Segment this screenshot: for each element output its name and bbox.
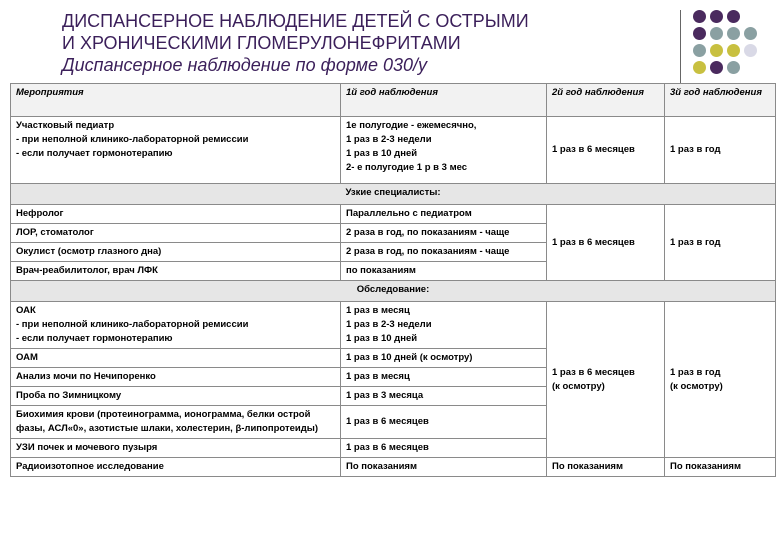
exam-name: Биохимия крови (протеинограмма, ионограмма, белки острой фазы, АСЛ«0», азотистые шлаки, холестерин, β-липопротеиды) xyxy=(11,406,341,439)
header-year-1: 1й год наблюдения xyxy=(341,84,547,117)
exam-year-1: 1 раз в месяц xyxy=(341,368,547,387)
header-year-2: 2й год наблюдения xyxy=(547,84,665,117)
exam-name: Проба по Зимницкому xyxy=(11,387,341,406)
schedule-line: 1е полугодие - ежемесячно, xyxy=(346,120,477,131)
dot xyxy=(710,61,723,74)
dot xyxy=(744,61,757,74)
dot xyxy=(710,27,723,40)
dot xyxy=(727,10,740,23)
observation-table xyxy=(10,83,776,477)
table-row xyxy=(11,302,776,349)
specialist-year-1: Параллельно с педиатром xyxy=(341,205,547,224)
specialist-year-1: 2 раза в год, по показаниям - чаще xyxy=(341,243,547,262)
dot xyxy=(693,10,706,23)
dot xyxy=(710,44,723,57)
header-year-3: 3й год наблюдения xyxy=(665,84,776,117)
exams-year-3 xyxy=(665,302,776,458)
specialist-name: Врач-реабилитолог, врач ЛФК xyxy=(11,262,341,281)
table-header-row xyxy=(11,84,776,117)
pediatrician-cell xyxy=(11,117,341,184)
dot xyxy=(710,10,723,23)
exam-name: Анализ мочи по Нечипоренко xyxy=(11,368,341,387)
title-line-1: ДИСПАНСЕРНОЕ НАБЛЮДЕНИЕ ДЕТЕЙ С ОСТРЫМИ xyxy=(62,11,529,31)
schedule-line: 1 раз в месяц xyxy=(346,305,410,316)
exam-year-1: 1 раз в 10 дней (к осмотру) xyxy=(341,349,547,368)
schedule-line: 1 раз в 10 дней xyxy=(346,148,418,159)
table-row xyxy=(11,458,776,477)
dot xyxy=(693,27,706,40)
exams-year-3-line: (к осмотру) xyxy=(670,380,723,392)
pediatrician-title: Участковый педиатр xyxy=(16,120,115,131)
exam-name: УЗИ почек и мочевого пузыря xyxy=(11,439,341,458)
last-exam-year-3: По показаниям xyxy=(665,458,776,477)
specialists-year-2: 1 раз в 6 месяцев xyxy=(547,205,665,281)
exam-year-1: 1 раз в 3 месяца xyxy=(341,387,547,406)
last-exam-year-1: По показаниям xyxy=(341,458,547,477)
exam-year-1: 1 раз в 6 месяцев xyxy=(341,439,547,458)
exam-name: ОАМ xyxy=(11,349,341,368)
oak-item: - если получает гормонотерапию xyxy=(16,333,173,344)
oak-item: - при неполной клинико-лабораторной ремиссии xyxy=(16,319,249,330)
last-exam-name: Радиоизотопное исследование xyxy=(11,458,341,477)
pediatrician-year-3: 1 раз в год xyxy=(665,117,776,184)
section-row xyxy=(11,281,776,302)
header-activities: Мероприятия xyxy=(11,84,341,117)
specialist-name: ЛОР, стоматолог xyxy=(11,224,341,243)
specialist-year-1: 2 раза в год, по показаниям - чаще xyxy=(341,224,547,243)
specialists-year-3: 1 раз в год xyxy=(665,205,776,281)
schedule-line: 2- е полугодие 1 р в 3 мес xyxy=(346,162,468,173)
pediatrician-year-2: 1 раз в 6 месяцев xyxy=(547,117,665,184)
table-row xyxy=(11,205,776,224)
dot xyxy=(744,10,757,23)
page-title xyxy=(62,10,529,76)
specialist-name: Окулист (осмотр глазного дна) xyxy=(11,243,341,262)
exams-year-3-line: 1 раз в год xyxy=(670,366,721,378)
pediatrician-item: - если получает гормонотерапию xyxy=(16,148,173,159)
specialist-name: Нефролог xyxy=(11,205,341,224)
specialist-year-1: по показаниям xyxy=(341,262,547,281)
schedule-line: 1 раз в 10 дней xyxy=(346,333,418,344)
section-exams: Обследование: xyxy=(11,281,776,302)
table-row xyxy=(11,117,776,184)
decorative-dot-grid xyxy=(693,10,757,74)
oak-title: ОАК xyxy=(16,305,36,316)
exams-year-2 xyxy=(547,302,665,458)
schedule-line: 1 раз в 2-3 недели xyxy=(346,134,432,145)
title-line-2: И ХРОНИЧЕСКИМИ ГЛОМЕРУЛОНЕФРИТАМИ xyxy=(62,33,461,53)
dot xyxy=(727,44,740,57)
dot xyxy=(744,27,757,40)
dot xyxy=(744,44,757,57)
section-specialists: Узкие специалисты: xyxy=(11,184,776,205)
pediatrician-item: - при неполной клинико-лабораторной ремиссии xyxy=(16,134,249,145)
oak-year-1 xyxy=(341,302,547,349)
exam-year-1: 1 раз в 6 месяцев xyxy=(341,406,547,439)
section-row xyxy=(11,184,776,205)
oak-cell xyxy=(11,302,341,349)
page-subtitle: Диспансерное наблюдение по форме 030/у xyxy=(62,55,428,75)
pediatrician-year-1 xyxy=(341,117,547,184)
dot xyxy=(693,61,706,74)
dot xyxy=(693,44,706,57)
schedule-line: 1 раз в 2-3 недели xyxy=(346,319,432,330)
last-exam-year-2: По показаниям xyxy=(547,458,665,477)
dot xyxy=(727,61,740,74)
exams-year-2-line: 1 раз в 6 месяцев xyxy=(552,366,635,378)
exams-year-2-line: (к осмотру) xyxy=(552,380,605,392)
dot xyxy=(727,27,740,40)
